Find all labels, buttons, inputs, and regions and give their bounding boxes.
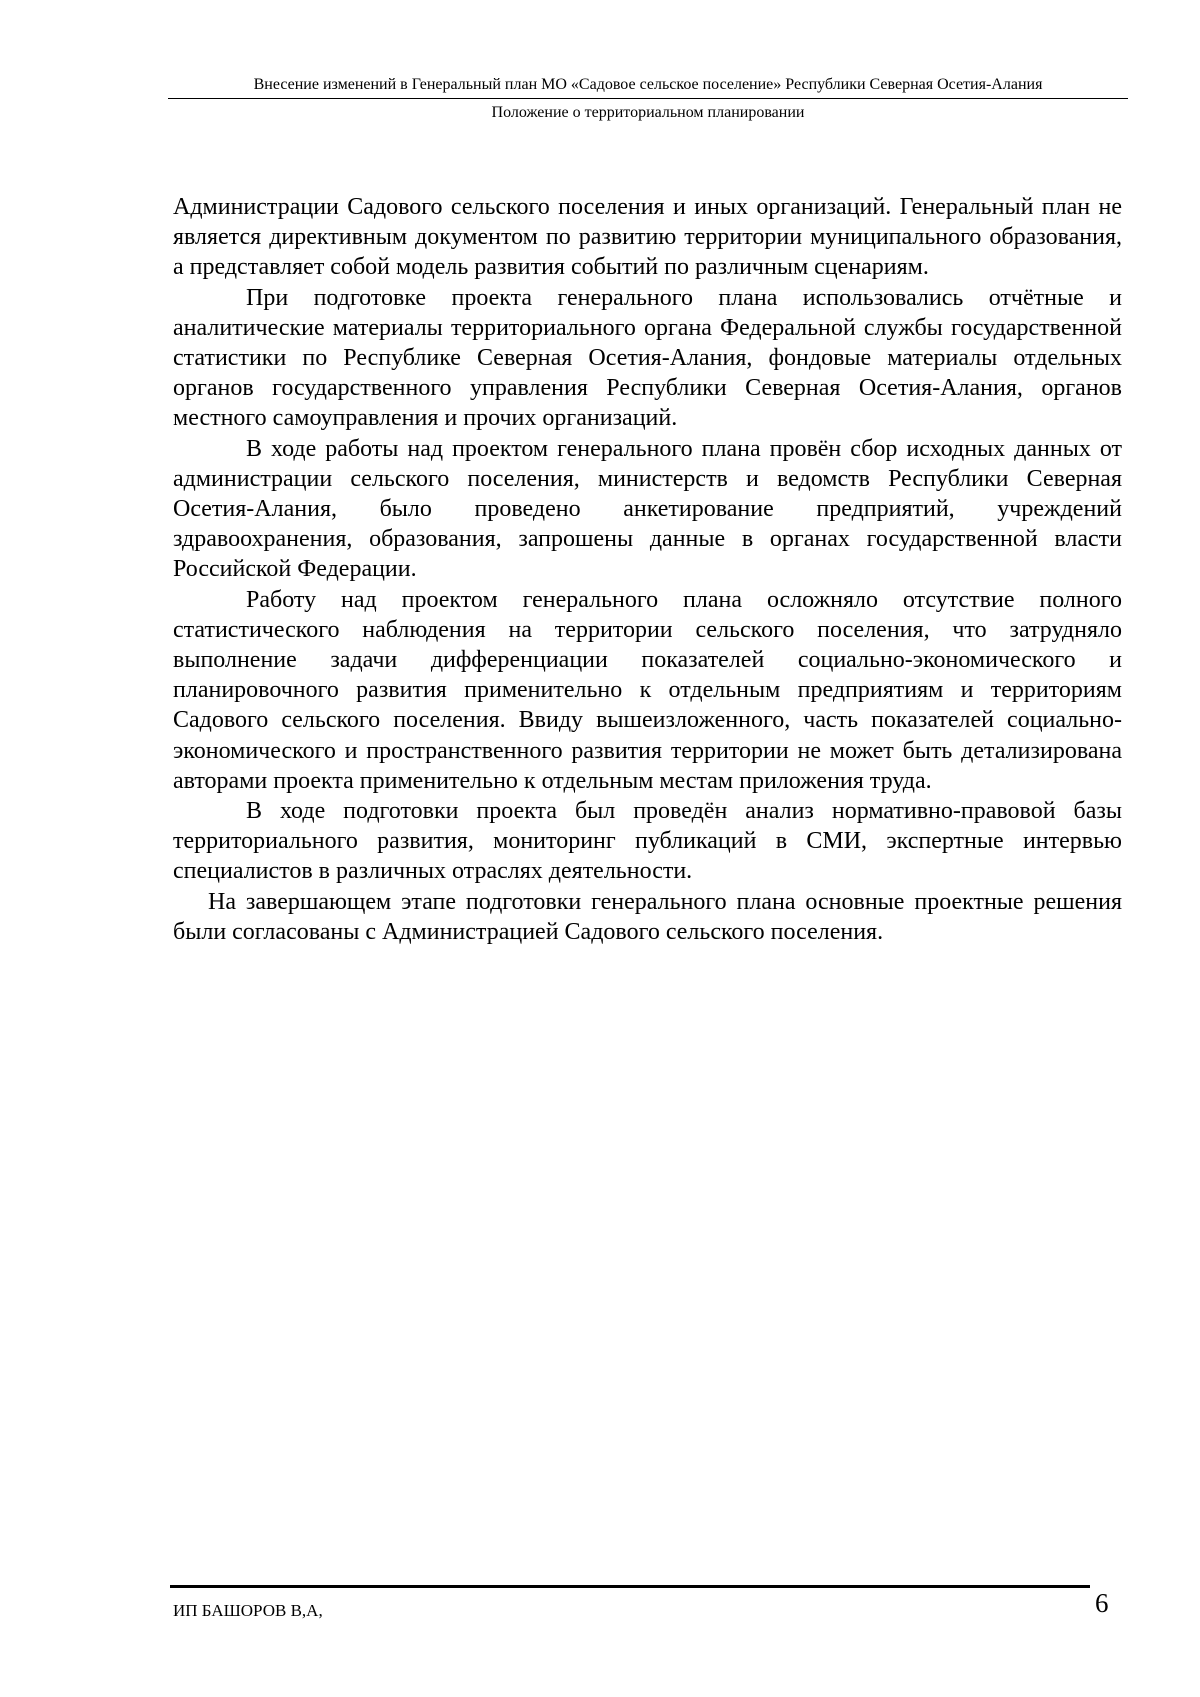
page-number: 6 — [1095, 1588, 1109, 1618]
footer-divider — [170, 1585, 1090, 1588]
paragraph: В ходе работы над проектом генерального плана провён сбор исходных данных от администрации сельского поселения, министерств и ведомств Республики Северная Осетия-Алания, было проведено анкетирование предприятий, учреждений здравоохранения, образования, запрошены данные в органах государственной власти Российской Федерации. — [173, 435, 1122, 583]
header-divider — [168, 98, 1128, 99]
paragraph: В ходе подготовки проекта был проведён анализ нормативно-правовой базы территориального развития, мониторинг публикаций в СМИ, экспертные интервью специалистов в различных отраслях деятельности. — [173, 798, 1122, 885]
paragraph: При подготовке проекта генерального плана использовались отчётные и аналитические материалы территориального органа Федеральной службы государственной статистики по Республике Северная Осетия-Алания, фондовые материалы отдельных органов государственного управления Республики Северная Осетия-Алания, органов местного самоуправления и прочих организаций. — [173, 284, 1122, 432]
document-subtitle: Положение о территориальном планировании — [491, 104, 805, 121]
paragraph: Работу над проектом генерального плана осложняло отсутствие полного статистического наблюдения на территории сельского поселения, что затрудняло выполнение задачи дифференциации показателей социально-экономического и планировочного развития применительно к отдельным предприятиям и территориям Садового сельского поселения. Ввиду вышеизложенного, часть показателей социально-экономического и пространственного развития территории не может быть детализирована авторами проекта применительно к отдельным местам приложения труда. — [173, 586, 1122, 794]
page-header — [168, 74, 1128, 123]
paragraph: На завершающем этапе подготовки генерального плана основные проектные решения были согласованы с Администрацией Садового сельского поселения. — [173, 888, 1122, 945]
paragraph: Администрации Садового сельского поселения и иных организаций. Генеральный план не является директивным документом по развитию территории муниципального образования, а представляет собой модель развития событий по различным сценариям. — [173, 194, 1122, 281]
document-title: Внесение изменений в Генеральный план МО «Садовое сельское поселение» Республики Северная Осетия-Алания — [253, 76, 1043, 93]
body-text — [173, 192, 1122, 947]
footer-author: ИП БАШОРОВ В,А, — [173, 1601, 323, 1620]
